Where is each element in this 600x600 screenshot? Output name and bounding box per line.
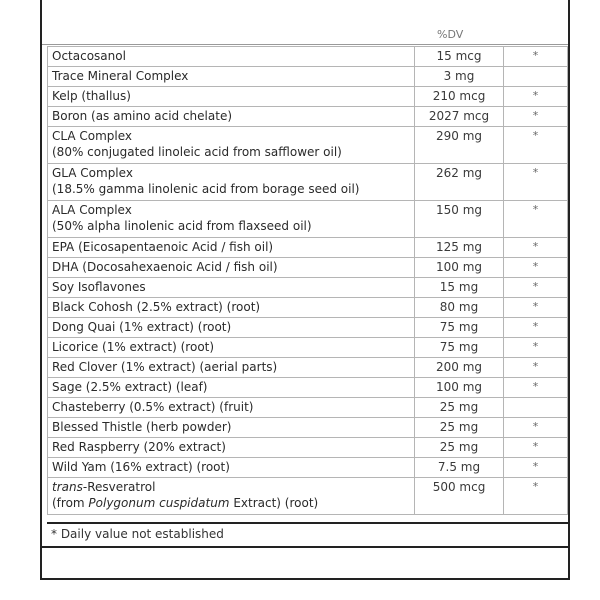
daily-value: * xyxy=(504,458,568,478)
ingredient-name xyxy=(48,398,415,418)
table-row xyxy=(48,338,568,358)
daily-value: * xyxy=(504,127,568,164)
table-row xyxy=(48,67,568,87)
ingredient-name xyxy=(48,318,415,338)
ingredient-label: GLA Complex xyxy=(52,166,133,180)
ingredient-label: Kelp (thallus) xyxy=(52,89,131,103)
ingredient-amount: 125 mg xyxy=(415,238,504,258)
ingredient-amount: 100 mg xyxy=(415,378,504,398)
ingredient-text: trans xyxy=(52,480,83,494)
ingredient-text: Extract) (root) xyxy=(229,496,319,510)
ingredient-name xyxy=(48,358,415,378)
daily-value: * xyxy=(504,418,568,438)
ingredient-label: Black Cohosh (2.5% extract) (root) xyxy=(52,300,261,314)
ingredient-detail: (80% conjugated linoleic acid from safflower oil) xyxy=(52,145,342,159)
ingredient-amount: 75 mg xyxy=(415,338,504,358)
ingredient-name xyxy=(48,67,415,87)
table-row xyxy=(48,47,568,67)
ingredient-name xyxy=(48,107,415,127)
ingredient-name xyxy=(48,87,415,107)
ingredient-amount: 290 mg xyxy=(415,127,504,164)
daily-value xyxy=(504,67,568,87)
daily-value: * xyxy=(504,238,568,258)
ingredient-name xyxy=(48,418,415,438)
table-row xyxy=(48,164,568,201)
footnote: * Daily value not established xyxy=(47,522,568,544)
daily-value: * xyxy=(504,201,568,238)
ingredient-name xyxy=(48,47,415,67)
table-row xyxy=(48,201,568,238)
daily-value: * xyxy=(504,298,568,318)
ingredient-text: -Resveratrol xyxy=(82,480,156,494)
ingredient-label: Blessed Thistle (herb powder) xyxy=(52,420,232,434)
daily-value: * xyxy=(504,478,568,515)
daily-value: * xyxy=(504,358,568,378)
ingredient-name xyxy=(48,338,415,358)
ingredient-label: Trace Mineral Complex xyxy=(52,69,189,83)
ingredient-detail: (18.5% gamma linolenic acid from borage seed oil) xyxy=(52,182,360,196)
table-row xyxy=(48,438,568,458)
table-row xyxy=(48,318,568,338)
daily-value: * xyxy=(504,378,568,398)
ingredient-amount: 80 mg xyxy=(415,298,504,318)
daily-value: * xyxy=(504,47,568,67)
ingredient-label: Soy Isoflavones xyxy=(52,280,146,294)
table-row xyxy=(48,398,568,418)
ingredient-label: Licorice (1% extract) (root) xyxy=(52,340,215,354)
bottom-divider xyxy=(42,546,568,548)
ingredient-label: Red Clover (1% extract) (aerial parts) xyxy=(52,360,278,374)
ingredient-label: Octacosanol xyxy=(52,49,126,63)
table-row xyxy=(48,298,568,318)
table-row xyxy=(48,127,568,164)
dv-column-header: %DV xyxy=(437,28,464,41)
ingredient-amount: 200 mg xyxy=(415,358,504,378)
ingredient-name xyxy=(48,378,415,398)
ingredient-label: Sage (2.5% extract) (leaf) xyxy=(52,380,208,394)
ingredient-amount: 15 mcg xyxy=(415,47,504,67)
ingredient-label: CLA Complex xyxy=(52,129,132,143)
daily-value: * xyxy=(504,438,568,458)
ingredient-amount: 25 mg xyxy=(415,418,504,438)
ingredient-name xyxy=(48,258,415,278)
ingredient-name xyxy=(48,238,415,258)
daily-value: * xyxy=(504,318,568,338)
ingredient-name xyxy=(48,478,415,515)
table-row xyxy=(48,478,568,515)
table-row xyxy=(48,107,568,127)
ingredient-amount: 2027 mcg xyxy=(415,107,504,127)
table-row xyxy=(48,458,568,478)
ingredient-label: EPA (Eicosapentaenoic Acid / fish oil) xyxy=(52,240,274,254)
ingredient-label: Chasteberry (0.5% extract) (fruit) xyxy=(52,400,254,414)
ingredient-name xyxy=(48,201,415,238)
ingredient-amount: 25 mg xyxy=(415,398,504,418)
daily-value: * xyxy=(504,258,568,278)
ingredient-label: Boron (as amino acid chelate) xyxy=(52,109,233,123)
ingredient-label: ALA Complex xyxy=(52,203,132,217)
ingredient-detail: (50% alpha linolenic acid from flaxseed oil) xyxy=(52,219,312,233)
ingredient-amount: 262 mg xyxy=(415,164,504,201)
ingredient-name xyxy=(48,458,415,478)
ingredient-label: Dong Quai (1% extract) (root) xyxy=(52,320,232,334)
ingredient-name xyxy=(48,278,415,298)
ingredient-name xyxy=(48,438,415,458)
table-row xyxy=(48,418,568,438)
ingredient-amount: 500 mcg xyxy=(415,478,504,515)
table-row xyxy=(48,258,568,278)
table-row xyxy=(48,358,568,378)
daily-value: * xyxy=(504,107,568,127)
daily-value: * xyxy=(504,278,568,298)
ingredient-amount: 15 mg xyxy=(415,278,504,298)
ingredient-label: Red Raspberry (20% extract) xyxy=(52,440,226,454)
ingredient-label: DHA (Docosahexaenoic Acid / fish oil) xyxy=(52,260,278,274)
ingredient-amount: 3 mg xyxy=(415,67,504,87)
ingredient-text: Polygonum cuspidatum xyxy=(88,496,230,510)
ingredient-amount: 25 mg xyxy=(415,438,504,458)
ingredient-amount: 210 mcg xyxy=(415,87,504,107)
daily-value: * xyxy=(504,338,568,358)
table-row xyxy=(48,278,568,298)
table-row xyxy=(48,238,568,258)
ingredient-amount: 7.5 mg xyxy=(415,458,504,478)
daily-value: * xyxy=(504,164,568,201)
daily-value xyxy=(504,398,568,418)
ingredient-label: Wild Yam (16% extract) (root) xyxy=(52,460,230,474)
header-strip xyxy=(42,0,568,45)
supplement-facts-panel xyxy=(40,0,570,580)
ingredient-amount: 100 mg xyxy=(415,258,504,278)
ingredient-amount: 75 mg xyxy=(415,318,504,338)
ingredient-name xyxy=(48,127,415,164)
ingredients-table xyxy=(47,46,568,515)
ingredient-name xyxy=(48,164,415,201)
ingredient-text: (from xyxy=(52,496,89,510)
table-row xyxy=(48,378,568,398)
table-row xyxy=(48,87,568,107)
ingredient-amount: 150 mg xyxy=(415,201,504,238)
ingredient-name xyxy=(48,298,415,318)
daily-value: * xyxy=(504,87,568,107)
